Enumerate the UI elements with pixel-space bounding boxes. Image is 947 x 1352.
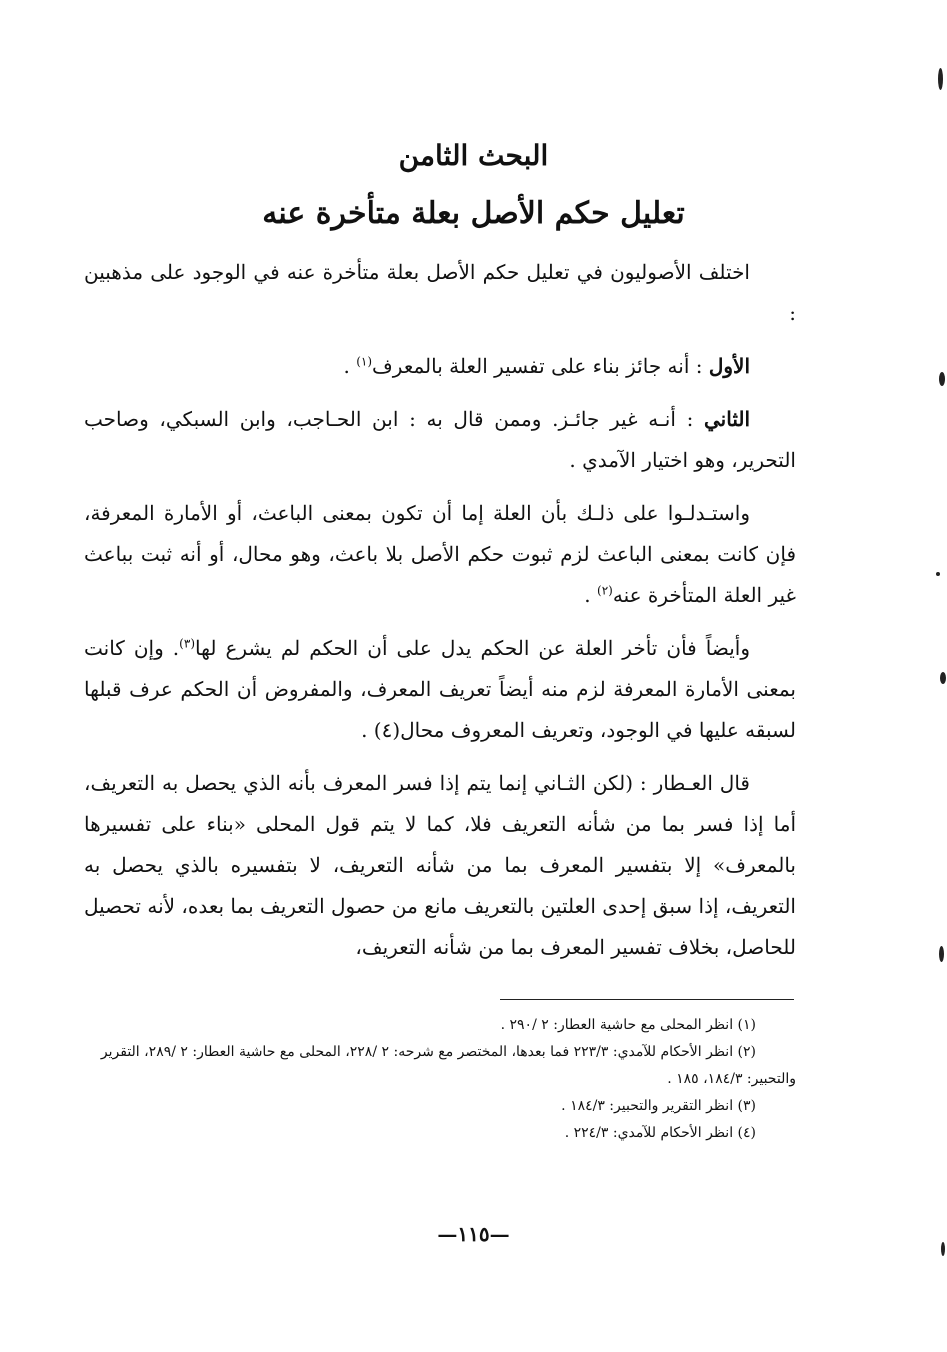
margin-mark xyxy=(939,372,945,386)
margin-mark xyxy=(936,572,940,576)
paragraph-text: واستـدلـوا على ذلـك بأن العلة إما أن تكون بمعنى الباعث، أو الأمارة المعرفة، فإن كانت بمعنى الباعث لزم ثبوت حكم الأصل بلا باعث، وهو محال، أو أنه ثبت بباعث غير العلة المتأخرة عنه xyxy=(84,501,796,607)
body-text xyxy=(84,252,796,980)
page-number: —١١٥— xyxy=(437,1222,510,1246)
paragraph-lead: الثاني xyxy=(703,407,750,431)
paragraph-lead: الأول xyxy=(708,354,750,378)
footnote-ref: (٢) xyxy=(597,583,613,598)
footnote-divider xyxy=(500,999,794,1000)
footnote-ref: (٣) xyxy=(179,636,195,651)
margin-mark xyxy=(940,672,946,684)
paragraph-text: وأيضاً فأن تأخر العلة عن الحكم يدل على أن الحكم لم يشرع لها xyxy=(195,636,751,660)
paragraph-text: : أنه جائز بناء على تفسير العلة بالمعرف xyxy=(372,354,709,378)
footnote: (١) انظر المحلى مع حاشية العطار: ٢ /٢٩٠ . xyxy=(500,1017,756,1033)
footnote: (٢) انظر الأحكام للآمدي: ٢٢٣/٣ فما بعدها، المختصر مع شرحه: ٢ /٢٢٨، المحلى مع حاشية العطار: ٢ /٢٨٩، التقرير والتحبير: ١٨٤/٣، ١٨٥ . xyxy=(100,1044,796,1087)
paragraph-argument xyxy=(84,493,796,616)
paragraph-tail: . وإن كانت بمعنى الأمارة المعرفة لزم منه أيضاً تعريف المعرف، والمفروض أن الحكم عرف قبلها لسبقه عليها في الوجود، وتعريف المعروف محال(٤) . xyxy=(84,636,796,742)
paragraph-tail: . xyxy=(584,583,598,607)
margin-mark xyxy=(939,946,944,962)
footnote-ref: (١) xyxy=(356,354,373,369)
paragraph-second-view xyxy=(84,399,796,481)
footnote: (٣) انظر التقرير والتحبير: ١٨٤/٣ . xyxy=(561,1098,756,1114)
paragraph-text: : أنـه غير جائـز. وممن قال به : ابن الحـاجب، وابن السبكي، وصاحب التحرير، وهو اختيار الآمدي . xyxy=(84,407,796,472)
paragraph-first-view xyxy=(84,346,796,387)
paragraph-also xyxy=(84,628,796,751)
section-title: تعليل حكم الأصل بعلة متأخرة عنه xyxy=(262,196,685,231)
paragraph-text: قال العـطار : (لكن الثـاني إنما يتم إذا فسر المعرف بأنه الذي يحصل به التعريف، أما إذا فسر بما من شأنه التعريف فلا، كما لا يتم قول المحلى «بناء على تفسيرها بالمعرف» إلا بتفسير المعرف بما من شأنه التعريف، لا بتفسيره بالذي يحصل به التعريف، إذا سبق إحدى العلتين بالتعريف مانع من حصول التعريف بما بعده، لأنه تحصيل للحاصل، بخلاف تفسير المعرف بما من شأنه التعريف، xyxy=(84,771,796,959)
section-number: البحث الثامن xyxy=(398,139,549,172)
footnote: (٤) انظر الأحكام للآمدي: ٢٢٤/٣ . xyxy=(564,1125,756,1141)
margin-mark xyxy=(938,68,943,90)
paragraph-intro xyxy=(84,252,796,334)
margin-mark xyxy=(941,1242,945,1256)
paragraph-text: اختلف الأصوليون في تعليل حكم الأصل بعلة متأخرة عنه في الوجود على مذهبين : xyxy=(84,260,796,325)
footnotes xyxy=(84,1012,796,1147)
paragraph-attar-quote xyxy=(84,763,796,968)
paragraph-tail: . xyxy=(343,354,357,378)
